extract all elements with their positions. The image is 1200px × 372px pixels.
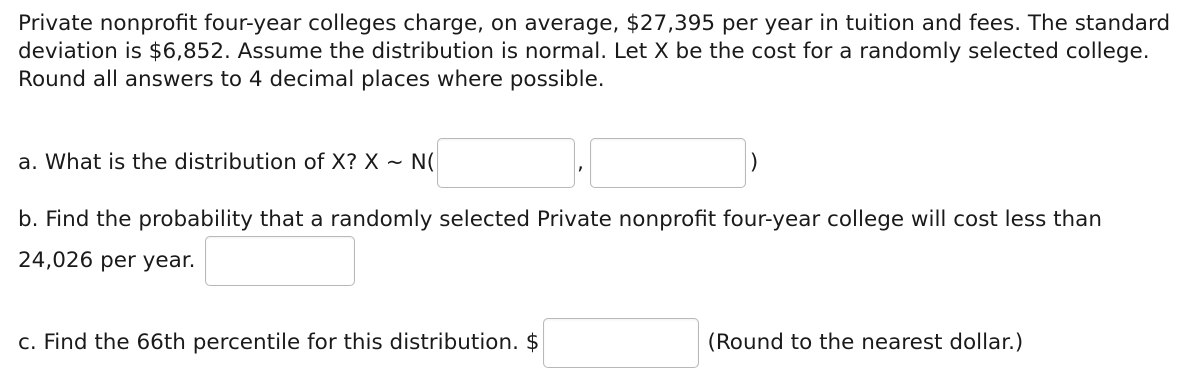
question-b bbox=[18, 206, 1102, 234]
question-a-prompt: a. What is the distribution of X? X ~ N( bbox=[18, 150, 436, 175]
question-b-continued bbox=[18, 236, 355, 286]
question-c-prompt: c. Find the 66th percentile for this distribution. $ bbox=[18, 330, 540, 355]
mean-input[interactable] bbox=[437, 138, 575, 188]
closing-parenthesis: ) bbox=[749, 150, 759, 175]
question-c bbox=[18, 318, 1023, 368]
rounding-note: (Round to the nearest dollar.) bbox=[707, 330, 1024, 355]
standard-deviation-input[interactable] bbox=[590, 138, 746, 188]
question-b-prompt-line1: b. Find the probability that a randomly selected Private nonprofit four-year college will cost less than bbox=[18, 207, 1102, 232]
problem-statement: Private nonprofit four-year colleges charge, on average, $27,395 per year in tuition and fees. The standard deviation is $6,852. Assume the distribution is normal. Let X be the cost for a randomly selected college. Round all answers to 4 decimal places where possible. bbox=[18, 11, 1171, 92]
percentile-input[interactable] bbox=[543, 318, 699, 368]
question-b-prompt-line2: 24,026 per year. bbox=[18, 248, 196, 273]
comma-separator: , bbox=[577, 150, 584, 175]
probability-input[interactable] bbox=[205, 236, 355, 286]
question-a bbox=[18, 138, 758, 188]
